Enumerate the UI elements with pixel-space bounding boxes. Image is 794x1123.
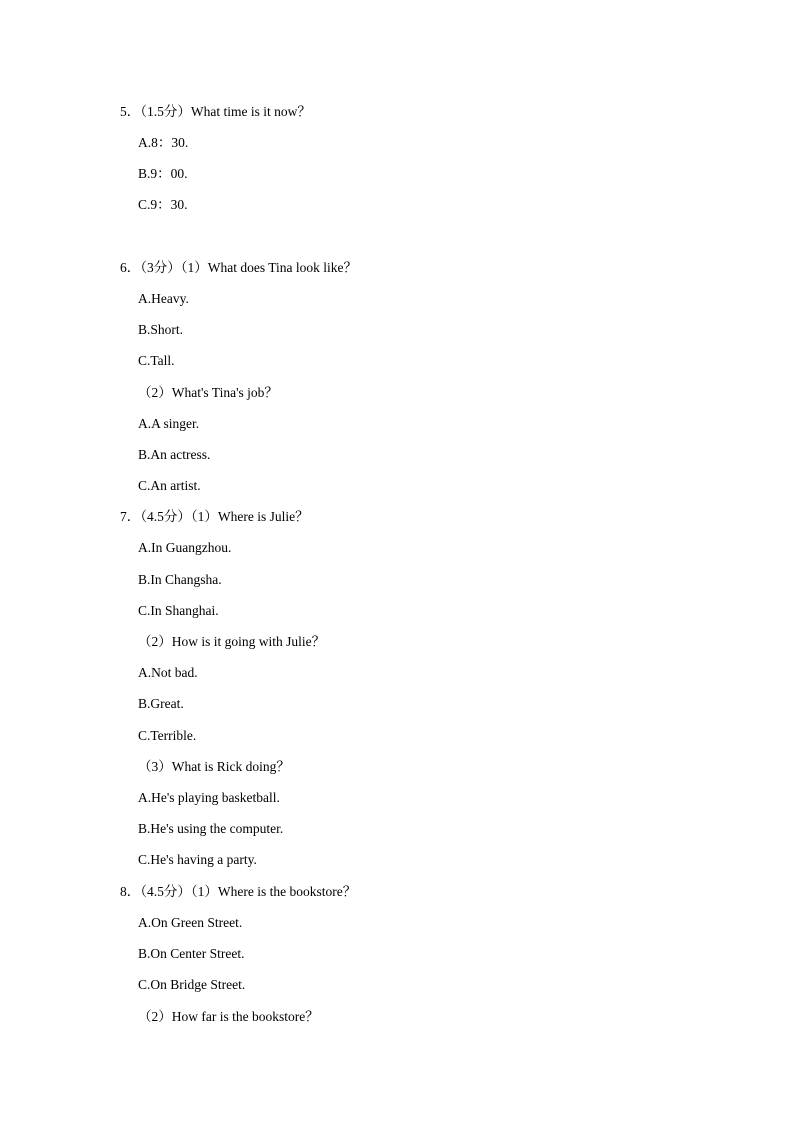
option-b: B.Great. xyxy=(138,696,184,711)
option-c: C.He's having a party. xyxy=(138,852,257,867)
option-b: B.On Center Street. xyxy=(138,946,245,961)
option-c: C.An artist. xyxy=(138,478,201,493)
option-c: C.9：30. xyxy=(138,197,188,212)
option-c: C.Tall. xyxy=(138,353,175,368)
question-7: 7．（4.5分）（1）Where is Julie？ xyxy=(120,509,309,524)
option-a: A.A singer. xyxy=(138,416,200,431)
question-6: 6．（3分）（1）What does Tina look like？ xyxy=(120,260,357,275)
option-b: B.He's using the computer. xyxy=(138,821,284,836)
option-c: C.In Shanghai. xyxy=(138,603,219,618)
question-5: 5．（1.5分）What time is it now？ xyxy=(120,104,311,119)
option-b: B.9：00. xyxy=(138,166,188,181)
sub-question-3: （3）What is Rick doing？ xyxy=(138,759,290,774)
option-b: B.In Changsha. xyxy=(138,572,222,587)
option-b: B.Short. xyxy=(138,322,184,337)
question-8: 8．（4.5分）（1）Where is the bookstore？ xyxy=(120,884,357,899)
option-a: A.Not bad. xyxy=(138,665,198,680)
sub-question-2: （2）What's Tina's job？ xyxy=(138,385,278,400)
option-a: A.Heavy. xyxy=(138,291,189,306)
option-a: A.In Guangzhou. xyxy=(138,540,232,555)
option-c: C.Terrible. xyxy=(138,728,197,743)
sub-question-2: （2）How is it going with Julie？ xyxy=(138,634,326,649)
option-a: A.On Green Street. xyxy=(138,915,243,930)
option-c: C.On Bridge Street. xyxy=(138,977,246,992)
option-b: B.An actress. xyxy=(138,447,211,462)
sub-question-2: （2）How far is the bookstore？ xyxy=(138,1009,319,1024)
option-a: A.8：30. xyxy=(138,135,189,150)
option-a: A.He's playing basketball. xyxy=(138,790,280,805)
